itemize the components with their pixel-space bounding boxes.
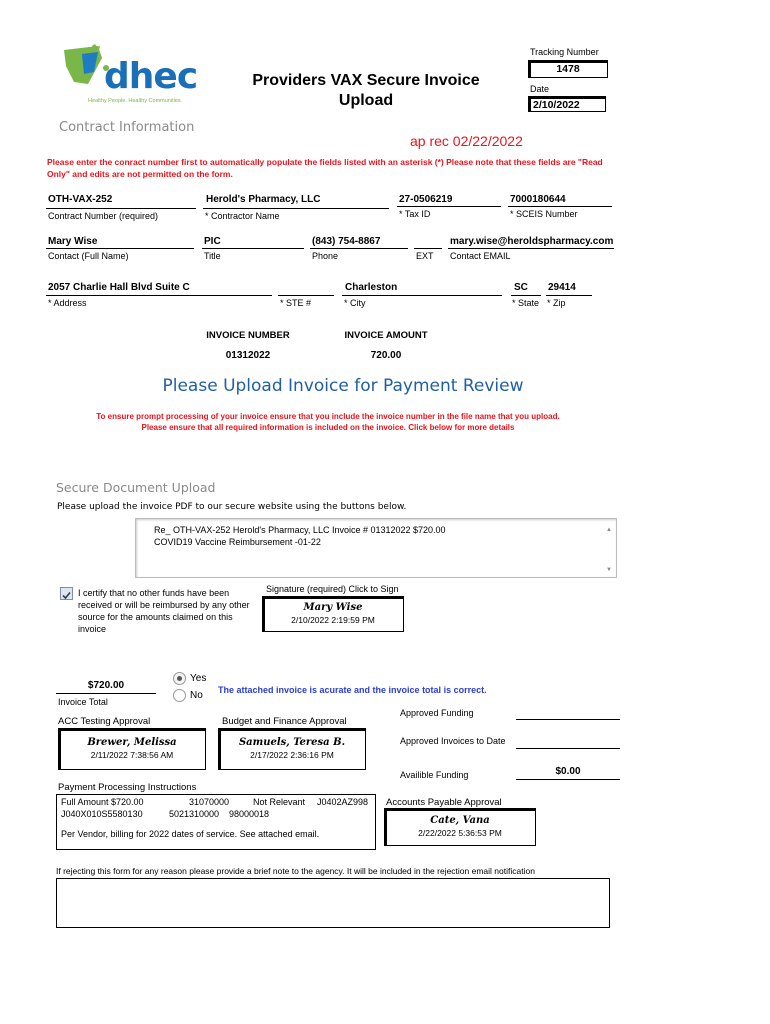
payment-instructions-box[interactable] bbox=[56, 794, 376, 850]
accounts-payable-label: Accounts Payable Approval bbox=[386, 797, 502, 808]
payment-line1-amount: Full Amount $720.00 bbox=[61, 797, 144, 807]
invoice-amount-label: INVOICE AMOUNT bbox=[344, 330, 428, 341]
date-label: Date bbox=[530, 84, 550, 94]
contractor-name-field[interactable]: Herold's Pharmacy, LLC bbox=[206, 194, 321, 205]
approved-funding-label: Approved Funding bbox=[400, 708, 474, 718]
tax-id-label: * Tax ID bbox=[399, 209, 431, 219]
state-field[interactable]: SC bbox=[514, 282, 528, 293]
payment-line1-relevance: Not Relevant bbox=[253, 797, 306, 807]
no-label: No bbox=[190, 690, 203, 701]
yes-radio[interactable] bbox=[173, 672, 186, 685]
budget-approval-box[interactable] bbox=[218, 728, 366, 770]
contact-name-field[interactable]: Mary Wise bbox=[48, 236, 98, 247]
acc-approval-date: 2/11/2022 7:38:56 AM bbox=[90, 750, 174, 760]
state-label: * State bbox=[512, 298, 540, 308]
upload-heading: Please Upload Invoice for Payment Review bbox=[162, 376, 524, 396]
payment-line1-code: 31070000 bbox=[189, 797, 230, 807]
accounts-payable-box[interactable] bbox=[384, 808, 536, 846]
budget-approval-date: 2/17/2022 2:36:16 PM bbox=[250, 750, 334, 760]
checkmark-icon bbox=[61, 590, 72, 601]
acc-approval-box[interactable] bbox=[58, 728, 206, 770]
sceis-number-field[interactable]: 7000180644 bbox=[510, 194, 566, 205]
invoice-amount-field[interactable]: 720.00 bbox=[370, 350, 402, 361]
approved-invoices-field[interactable] bbox=[516, 748, 620, 749]
approved-funding-field[interactable] bbox=[516, 719, 620, 720]
available-funding-label: Availible Funding bbox=[400, 770, 469, 780]
signature-label: Signature (required) Click to Sign bbox=[266, 584, 399, 594]
contract-number-label: Contract Number (required) bbox=[48, 211, 159, 221]
address-field[interactable]: 2057 Charlie Hall Blvd Suite C bbox=[48, 282, 190, 293]
acc-approval-name: Brewer, Melissa bbox=[87, 737, 177, 748]
accounts-payable-date: 2/22/2022 5:36:53 PM bbox=[418, 828, 502, 838]
payment-line3: Per Vendor, billing for 2022 dates of service. See attached email. bbox=[61, 829, 320, 839]
budget-approval-label: Budget and Finance Approval bbox=[222, 716, 347, 727]
acc-approval-label: ACC Testing Approval bbox=[58, 716, 151, 727]
contractor-signature-box[interactable] bbox=[262, 596, 404, 632]
phone-label: Phone bbox=[312, 251, 339, 261]
rejection-label: If rejecting this form for any reason please provide a brief note to the agency. It will be included in the rejection email notification bbox=[56, 866, 535, 876]
uploaded-file-line2: COVID19 Vaccine Reimbursement -01-22 bbox=[154, 537, 321, 547]
ext-label: EXT bbox=[416, 251, 434, 261]
zip-label: * Zip bbox=[547, 298, 566, 308]
ext-field[interactable] bbox=[414, 248, 442, 249]
title-field[interactable]: PIC bbox=[204, 236, 221, 247]
invoice-number-field[interactable]: 01312022 bbox=[225, 350, 271, 361]
payment-line2-gl: 5021310000 bbox=[169, 809, 220, 819]
date-field[interactable]: 2/10/2022 bbox=[528, 96, 606, 112]
contractor-signature-name: Mary Wise bbox=[303, 602, 363, 613]
payment-line1-account: J0402AZ998 bbox=[317, 797, 369, 807]
radio-selected-dot bbox=[177, 676, 182, 681]
contract-number-field[interactable]: OTH-VAX-252 bbox=[48, 194, 113, 205]
upload-instruction-line1: To ensure prompt processing of your invoice ensure that you include the invoice number in the file name that you upload. bbox=[96, 412, 560, 421]
contract-section-title: Contract Information bbox=[59, 120, 195, 135]
tracking-number-field[interactable]: 1478 bbox=[528, 60, 608, 78]
email-field[interactable]: mary.wise@heroldspharmacy.com bbox=[450, 236, 614, 247]
budget-approval-name: Samuels, Teresa B. bbox=[238, 737, 346, 748]
contractor-signature-date: 2/10/2022 2:19:59 PM bbox=[291, 615, 375, 625]
available-funding-field[interactable]: $0.00 bbox=[555, 766, 581, 777]
uploaded-file-list[interactable] bbox=[135, 518, 617, 578]
title-label: Title bbox=[204, 251, 221, 261]
invoice-number-label: INVOICE NUMBER bbox=[206, 330, 290, 341]
invoice-total-label: Invoice Total bbox=[58, 697, 108, 707]
tracking-number-label: Tracking Number bbox=[530, 47, 599, 57]
uploaded-file-line1: Re_ OTH-VAX-252 Herold's Pharmacy, LLC Invoice # 01312022 $720.00 bbox=[154, 525, 446, 535]
invoice-total-field[interactable]: $720.00 bbox=[87, 680, 125, 691]
payment-instructions-label: Payment Processing Instructions bbox=[58, 782, 197, 793]
scroll-up-icon[interactable]: ▲ bbox=[606, 527, 612, 533]
upload-prompt: Please upload the invoice PDF to our secure website using the buttons below. bbox=[57, 502, 407, 512]
tax-id-field[interactable]: 27-0506219 bbox=[399, 194, 453, 205]
certify-text: I certify that no other funds have been received or will be reimbursed by any other source for the amounts claimed on this invoice bbox=[78, 588, 250, 634]
page-title-line2: Upload bbox=[338, 92, 394, 109]
page-title-line1: Providers VAX Secure Invoice bbox=[252, 72, 480, 89]
address-label: * Address bbox=[48, 298, 87, 308]
received-stamp: ap rec 02/22/2022 bbox=[410, 133, 523, 149]
approved-invoices-label: Approved Invoices to Date bbox=[400, 736, 506, 746]
sceis-number-label: * SCEIS Number bbox=[510, 209, 578, 219]
city-label: * City bbox=[344, 298, 366, 308]
ste-field[interactable] bbox=[278, 295, 334, 296]
contractor-name-label: * Contractor Name bbox=[205, 211, 280, 221]
certify-checkbox[interactable] bbox=[60, 587, 73, 600]
upload-instruction-line2: Please ensure that all required information is included on the invoice. Click below for more details bbox=[141, 423, 515, 432]
accounts-payable-name: Cate, Vana bbox=[430, 815, 490, 826]
payment-line2-code: J040X010S5580130 bbox=[61, 809, 143, 819]
contract-instruction: Please enter the conract number first to automatically populate the fields listed with an asterisk (*) Please note that these fields are "Read Only" and edits are not permitted on the form. bbox=[47, 157, 603, 179]
no-radio[interactable] bbox=[173, 689, 186, 702]
rejection-note-field[interactable] bbox=[56, 878, 610, 928]
contact-name-label: Contact (Full Name) bbox=[48, 251, 129, 261]
yes-label: Yes bbox=[190, 673, 207, 684]
logo-tagline: Healthy People. Healthy Communities. bbox=[88, 98, 183, 104]
accurate-statement: The attached invoice is acurate and the invoice total is correct. bbox=[218, 685, 487, 695]
zip-field[interactable]: 29414 bbox=[548, 282, 576, 293]
phone-field[interactable]: (843) 754-8867 bbox=[312, 236, 381, 247]
payment-line2-id: 98000018 bbox=[229, 809, 270, 819]
email-label: Contact EMAIL bbox=[450, 251, 511, 261]
scroll-down-icon[interactable]: ▼ bbox=[606, 567, 612, 573]
city-field[interactable]: Charleston bbox=[345, 282, 398, 293]
ste-label: * STE # bbox=[280, 298, 312, 308]
upload-section-title: Secure Document Upload bbox=[56, 480, 216, 495]
logo-text: dhec bbox=[104, 56, 198, 97]
